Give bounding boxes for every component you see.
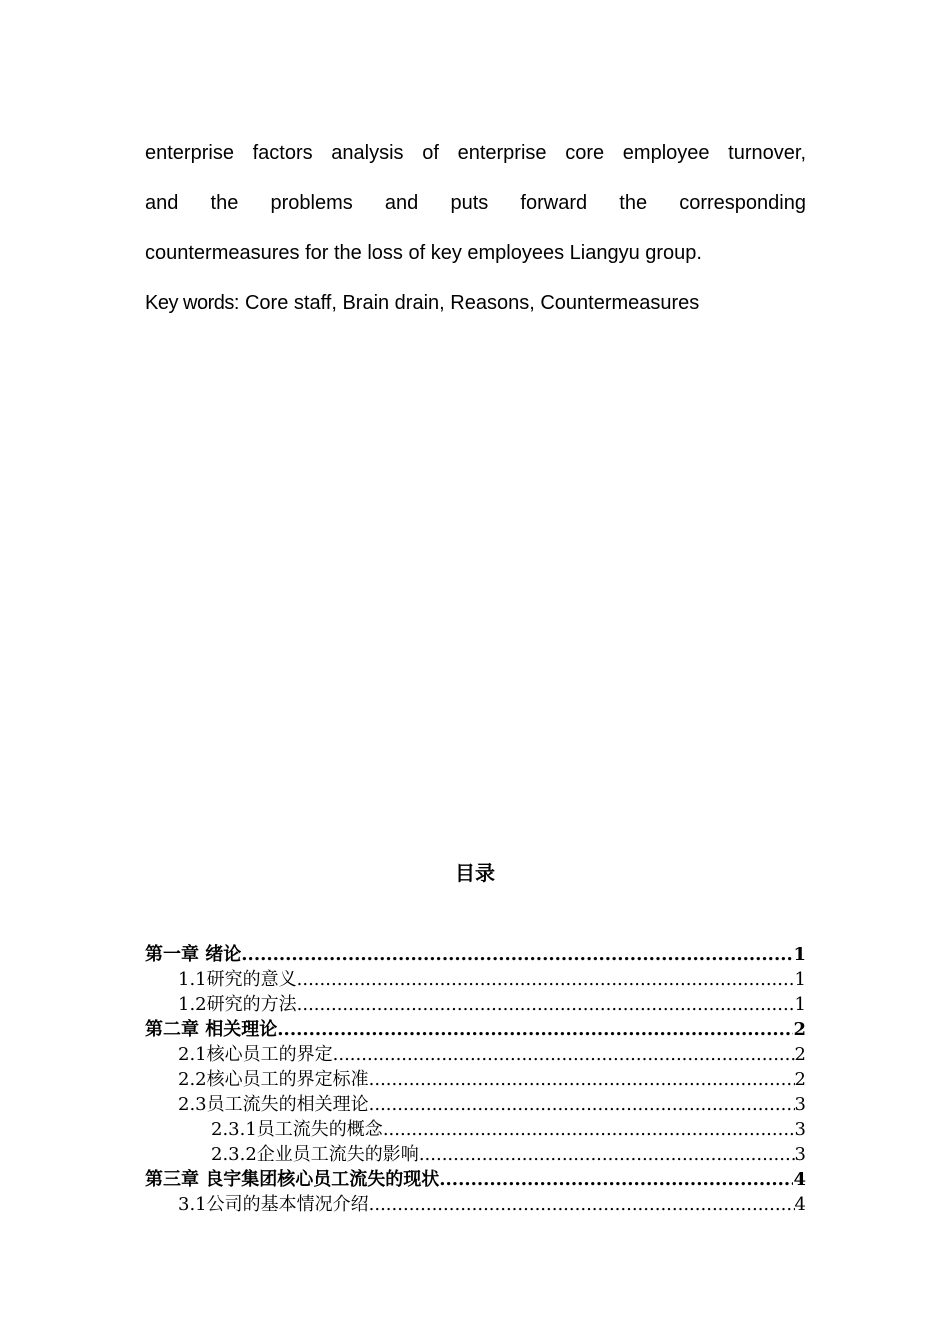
toc-page-number: 1: [793, 944, 806, 965]
toc-page-number: 2: [794, 1069, 806, 1090]
toc-dot-leader: [419, 1142, 795, 1167]
toc-entry-3-1[interactable]: [145, 1192, 806, 1217]
toc-page-number: 1: [794, 994, 806, 1015]
toc-dot-leader: [297, 992, 795, 1017]
toc-dot-leader: [383, 1117, 795, 1142]
toc-dot-leader: [369, 1092, 795, 1117]
toc-entry-1-1[interactable]: [145, 967, 806, 992]
toc-page-number: 4: [794, 1194, 806, 1215]
toc-page-number: 2: [794, 1044, 806, 1065]
abstract-line-2: and the problems and puts forward the corresponding: [145, 192, 806, 214]
toc-page-number: 3: [794, 1144, 806, 1165]
toc-entry-text: 第三章 良宇集团核心员工流失的现状: [145, 1169, 440, 1190]
toc-entry-chapter-2[interactable]: [145, 1017, 806, 1042]
keywords-text: : Core staff, Brain drain, Reasons, Countermeasures: [233, 292, 700, 314]
abstract-line-3: countermeasures for the loss of key employees Liangyu group.: [145, 242, 702, 264]
toc-page-number: 3: [794, 1094, 806, 1115]
toc-entry-2-3-2[interactable]: [145, 1142, 806, 1167]
toc-entry-text: 3.1公司的基本情况介绍: [178, 1194, 369, 1215]
toc-entry-text: 2.3员工流失的相关理论: [178, 1094, 369, 1115]
toc-entry-2-2[interactable]: [145, 1067, 806, 1092]
toc-entry-text: 1.1研究的意义: [178, 969, 297, 990]
toc-dot-leader: [369, 1192, 795, 1217]
toc-dot-leader: [333, 1042, 795, 1067]
toc-entry-chapter-1[interactable]: [145, 942, 806, 967]
toc-entry-text: 第一章 绪论: [145, 944, 242, 965]
toc-entry-chapter-3[interactable]: [145, 1167, 806, 1192]
toc-page-number: 1: [794, 969, 806, 990]
toc-entry-text: 2.3.2企业员工流失的影响: [211, 1144, 419, 1165]
keywords-label: Key words: [145, 292, 234, 314]
abstract-line-1: enterprise factors analysis of enterprise core employee turnover,: [145, 142, 806, 164]
toc-page-number: 2: [793, 1019, 806, 1040]
toc-dot-leader: [369, 1067, 795, 1092]
abstract-section: [145, 128, 806, 328]
table-of-contents: [145, 942, 806, 1217]
toc-dot-leader: [241, 942, 793, 967]
toc-entry-text: 2.2核心员工的界定标准: [178, 1069, 369, 1090]
toc-title: 目录: [455, 861, 495, 885]
toc-entry-2-3[interactable]: [145, 1092, 806, 1117]
toc-entry-text: 2.3.1员工流失的概念: [211, 1119, 383, 1140]
keywords-paragraph: [145, 278, 806, 328]
toc-entry-text: 1.2研究的方法: [178, 994, 297, 1015]
toc-dot-leader: [297, 967, 795, 992]
toc-entry-text: 2.1核心员工的界定: [178, 1044, 333, 1065]
toc-dot-leader: [439, 1167, 793, 1192]
toc-entry-2-3-1[interactable]: [145, 1117, 806, 1142]
toc-entry-2-1[interactable]: [145, 1042, 806, 1067]
toc-page-number: 4: [793, 1169, 806, 1190]
toc-page-number: 3: [794, 1119, 806, 1140]
toc-entry-1-2[interactable]: [145, 992, 806, 1017]
toc-entry-text: 第二章 相关理论: [145, 1019, 278, 1040]
toc-dot-leader: [277, 1017, 793, 1042]
